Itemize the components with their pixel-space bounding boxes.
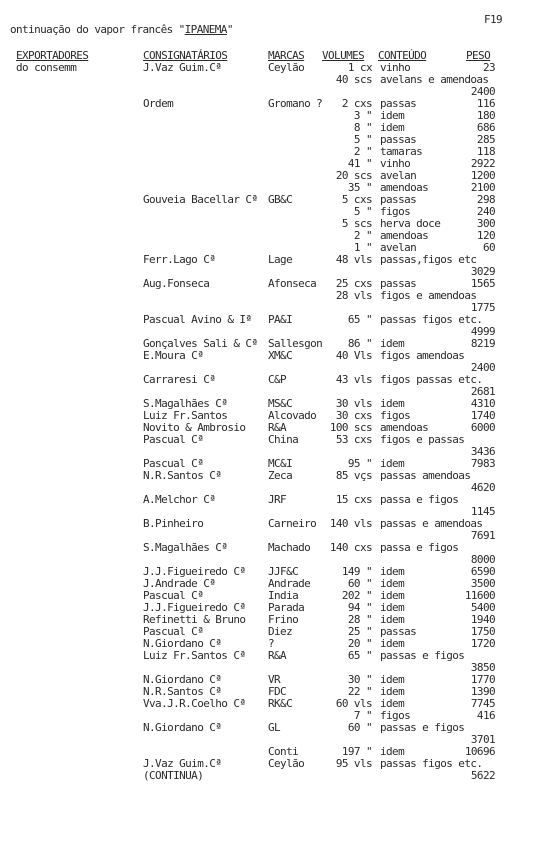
cell-peso: 1390 — [470, 685, 495, 698]
cell-vol: 5 " — [353, 205, 372, 218]
cell-cons: S.Magalhães Cª — [143, 397, 228, 410]
cell-cont: passas e figos — [380, 721, 465, 734]
cell-cons: J.Vaz Guim.Cª — [143, 61, 222, 74]
cell-vol: 25 " — [347, 625, 372, 638]
cell-cont: figos passas etc. — [380, 373, 483, 386]
cell-peso: 118 — [476, 145, 495, 158]
cell-vol: 20 " — [347, 637, 372, 650]
cell-cont: avelans e amendoas — [380, 73, 489, 86]
cell-cons: (CONTINUA) — [143, 769, 204, 782]
cell-cont: avelan — [380, 241, 417, 254]
cell-marca: PA&I — [268, 313, 293, 326]
cell-peso: 180 — [476, 109, 495, 122]
cell-vol: 2 " — [353, 229, 372, 242]
cell-vol: 5 " — [353, 133, 372, 146]
cell-cont: amendoas — [380, 229, 429, 242]
cell-marca: ? — [268, 637, 275, 650]
cell-cont: passa e figos — [380, 541, 459, 554]
cell-cont: idem — [380, 745, 405, 758]
cell-vol: 95 " — [347, 457, 372, 470]
cell-cont: idem — [380, 673, 405, 686]
cell-peso: 3701 — [470, 733, 495, 746]
cell-cons: N.Giordano Cª — [143, 673, 222, 686]
cell-marca: Lage — [268, 253, 293, 266]
cell-vol: 60 " — [347, 577, 372, 590]
cell-vol: 60 vls — [335, 697, 372, 710]
cell-peso: 1940 — [470, 613, 495, 626]
cell-cons: N.Giordano Cª — [143, 721, 222, 734]
cell-vol: 86 " — [347, 337, 372, 350]
cell-peso: 300 — [476, 217, 495, 230]
cell-peso: 8219 — [470, 337, 495, 350]
cell-vol: 2 cxs — [341, 97, 372, 110]
cell-marca: VR — [268, 673, 281, 686]
cell-cont: idem — [380, 685, 405, 698]
cell-marca: GB&C — [268, 193, 293, 206]
cell-vol: 30 " — [347, 673, 372, 686]
cell-peso: 1740 — [470, 409, 495, 422]
cell-vol: 30 vls — [335, 397, 372, 410]
cell-exp: do consemm — [16, 61, 77, 74]
cell-vol: 65 " — [347, 649, 372, 662]
cell-peso: 1145 — [470, 505, 495, 518]
cell-cons: Pascual Cª — [143, 625, 204, 638]
cell-marca: Gromano ? — [268, 97, 323, 110]
cell-vol: 94 " — [347, 601, 372, 614]
cell-peso: 3500 — [470, 577, 495, 590]
cell-cont: idem — [380, 577, 405, 590]
cell-cons: Gonçalves Sali & Cª — [143, 337, 258, 350]
cell-peso: 7745 — [470, 697, 495, 710]
cell-cons: Ordem — [143, 97, 174, 110]
cell-marca: Carneiro — [268, 517, 317, 530]
cell-cont: figos — [380, 709, 411, 722]
cell-peso: 2400 — [470, 85, 495, 98]
cell-marca: Sallesgon — [268, 337, 323, 350]
cell-cont: idem — [380, 337, 405, 350]
cell-peso: 1770 — [470, 673, 495, 686]
cell-vol: 3 " — [353, 109, 372, 122]
cell-marca: R&A — [268, 421, 287, 434]
cell-cons: Carraresi Cª — [143, 373, 216, 386]
cell-cont: figos — [380, 409, 411, 422]
cell-cont: passas — [380, 193, 417, 206]
cell-vol: 40 scs — [335, 73, 372, 86]
cell-marca: MS&C — [268, 397, 293, 410]
cell-cont: passas — [380, 625, 417, 638]
cell-vol: 15 cxs — [335, 493, 372, 506]
cell-marca: JRF — [268, 493, 287, 506]
cell-peso: 1565 — [470, 277, 495, 290]
column-header: VOLUMES — [322, 49, 365, 62]
cell-cons: E.Moura Cª — [143, 349, 204, 362]
cell-cons: A.Melchor Cª — [143, 493, 216, 506]
cell-peso: 2681 — [470, 385, 495, 398]
cell-vol: 41 " — [347, 157, 372, 170]
cell-vol: 197 " — [341, 745, 372, 758]
cell-cont: figos — [380, 205, 411, 218]
cell-cont: amendoas — [380, 181, 429, 194]
cell-marca: Machado — [268, 541, 311, 554]
cell-vol: 202 " — [341, 589, 372, 602]
cell-peso: 23 — [482, 61, 495, 74]
cell-peso: 416 — [476, 709, 495, 722]
cell-marca: JJF&C — [268, 565, 299, 578]
cell-cons: N.R.Santos Cª — [143, 685, 222, 698]
cell-marca: Conti — [268, 745, 299, 758]
cell-peso: 1775 — [470, 301, 495, 314]
cell-peso: 3436 — [470, 445, 495, 458]
cell-vol: 35 " — [347, 181, 372, 194]
cell-marca: FDC — [268, 685, 287, 698]
cell-cons: Luiz Fr.Santos — [143, 409, 228, 422]
cell-cons: N.R.Santos Cª — [143, 469, 222, 482]
cell-marca: India — [268, 589, 299, 602]
cell-peso: 4310 — [470, 397, 495, 410]
cell-peso: 5622 — [470, 769, 495, 782]
cell-cont: figos e amendoas — [380, 289, 477, 302]
cell-marca: Afonseca — [268, 277, 317, 290]
cell-cont: figos amendoas — [380, 349, 465, 362]
cell-cont: passas — [380, 133, 417, 146]
cell-cons: Aug.Fonseca — [143, 277, 210, 290]
cell-marca: Frino — [268, 613, 299, 626]
cell-cont: avelan — [380, 169, 417, 182]
cell-peso: 60 — [482, 241, 495, 254]
cell-cont: idem — [380, 121, 405, 134]
cell-cont: idem — [380, 613, 405, 626]
cell-marca: Parada — [268, 601, 305, 614]
cell-peso: 3029 — [470, 265, 495, 278]
cell-vol: 140 vls — [329, 517, 372, 530]
cell-vol: 30 cxs — [335, 409, 372, 422]
cell-peso: 2100 — [470, 181, 495, 194]
cell-vol: 7 " — [353, 709, 372, 722]
cell-peso: 6590 — [470, 565, 495, 578]
page-reference: F19 — [484, 13, 503, 26]
cell-marca: Ceylão — [268, 61, 305, 74]
cell-peso: 4999 — [470, 325, 495, 338]
cell-vol: 1 cx — [347, 61, 372, 74]
cell-cons: J.J.Figueiredo Cª — [143, 601, 246, 614]
cell-cont: figos e passas — [380, 433, 465, 446]
column-header: PESO — [466, 49, 491, 62]
cell-cons: S.Magalhães Cª — [143, 541, 228, 554]
cell-marca: GL — [268, 721, 281, 734]
cell-vol: 25 cxs — [335, 277, 372, 290]
cell-vol: 5 cxs — [341, 193, 372, 206]
cell-vol: 43 vls — [335, 373, 372, 386]
cell-vol: 28 " — [347, 613, 372, 626]
cell-peso: 5400 — [470, 601, 495, 614]
cell-peso: 686 — [476, 121, 495, 134]
column-header: CONTEÚDO — [378, 49, 427, 62]
cell-cont: passas figos etc. — [380, 757, 483, 770]
cell-cont: passas figos etc. — [380, 313, 483, 326]
cell-vol: 95 vls — [335, 757, 372, 770]
cell-peso: 6000 — [470, 421, 495, 434]
cell-vol: 53 cxs — [335, 433, 372, 446]
cell-cont: idem — [380, 565, 405, 578]
cell-peso: 120 — [476, 229, 495, 242]
cell-vol: 40 Vls — [335, 349, 372, 362]
cell-peso: 240 — [476, 205, 495, 218]
cell-cons: Novito & Ambrosio — [143, 421, 246, 434]
cell-peso: 7691 — [470, 529, 495, 542]
cell-peso: 1720 — [470, 637, 495, 650]
cell-vol: 140 cxs — [329, 541, 372, 554]
cell-cons: Gouveia Bacellar Cª — [143, 193, 258, 206]
cell-cons: Refinetti & Bruno — [143, 613, 246, 626]
cell-cont: idem — [380, 589, 405, 602]
cell-peso: 2400 — [470, 361, 495, 374]
cell-peso: 1200 — [470, 169, 495, 182]
cell-marca: RK&C — [268, 697, 293, 710]
cell-cont: passas e amendoas — [380, 517, 483, 530]
cell-vol: 28 vls — [335, 289, 372, 302]
cell-cons: J.Andrade Cª — [143, 577, 216, 590]
cell-cont: idem — [380, 697, 405, 710]
cell-peso: 3850 — [470, 661, 495, 674]
cell-cons: Pascual Cª — [143, 589, 204, 602]
cell-peso: 285 — [476, 133, 495, 146]
cell-cont: passas — [380, 277, 417, 290]
cell-cons: N.Giordano Cª — [143, 637, 222, 650]
cell-peso: 11600 — [464, 589, 495, 602]
document-title: ontinuação do vapor francês "IPANEMA" — [10, 23, 233, 36]
cell-marca: China — [268, 433, 299, 446]
cell-cons: Pascual Avino & Iª — [143, 313, 252, 326]
cell-peso: 2922 — [470, 157, 495, 170]
cell-vol: 48 vls — [335, 253, 372, 266]
column-header: EXPORTADORES — [16, 49, 89, 62]
cell-marca: Diez — [268, 625, 293, 638]
cell-marca: R&A — [268, 649, 287, 662]
cell-cont: vinho — [380, 157, 411, 170]
cell-marca: Alcovado — [268, 409, 317, 422]
cell-marca: MC&I — [268, 457, 293, 470]
cell-vol: 149 " — [341, 565, 372, 578]
cell-cont: amendoas — [380, 421, 429, 434]
cell-vol: 2 " — [353, 145, 372, 158]
cell-peso: 4620 — [470, 481, 495, 494]
cell-cons: J.J.Figueiredo Cª — [143, 565, 246, 578]
cell-vol: 65 " — [347, 313, 372, 326]
cell-peso: 7983 — [470, 457, 495, 470]
cell-cont: passas amendoas — [380, 469, 471, 482]
cell-peso: 8000 — [470, 553, 495, 566]
cell-cons: Luiz Fr.Santos Cª — [143, 649, 246, 662]
cell-marca: XM&C — [268, 349, 293, 362]
cell-marca: Andrade — [268, 577, 311, 590]
cell-cont: idem — [380, 109, 405, 122]
cell-vol: 5 scs — [341, 217, 372, 230]
cell-vol: 8 " — [353, 121, 372, 134]
column-header: CONSIGNATÁRIOS — [143, 49, 228, 62]
cell-cont: idem — [380, 397, 405, 410]
cell-cont: passa e figos — [380, 493, 459, 506]
cell-vol: 22 " — [347, 685, 372, 698]
cell-cont: passas e figos — [380, 649, 465, 662]
cell-marca: Zeca — [268, 469, 293, 482]
cell-cont: idem — [380, 457, 405, 470]
cell-vol: 100 scs — [329, 421, 372, 434]
cell-cont: idem — [380, 601, 405, 614]
cell-cont: passas,figos etc — [380, 253, 477, 266]
cell-cont: vinho — [380, 61, 411, 74]
cell-cons: J.Vaz Guim.Cª — [143, 757, 222, 770]
cell-cont: idem — [380, 637, 405, 650]
cell-peso: 1750 — [470, 625, 495, 638]
cell-cons: Ferr.Lago Cª — [143, 253, 216, 266]
cell-peso: 10696 — [464, 745, 495, 758]
cell-peso: 116 — [476, 97, 495, 110]
cell-cons: Pascual Cª — [143, 457, 204, 470]
cell-vol: 1 " — [353, 241, 372, 254]
column-header: MARCAS — [268, 49, 305, 62]
cell-vol: 20 scs — [335, 169, 372, 182]
cell-vol: 60 " — [347, 721, 372, 734]
cell-cont: herva doce — [380, 217, 441, 230]
cell-marca: Ceylão — [268, 757, 305, 770]
cell-cons: Pascual Cª — [143, 433, 204, 446]
cell-cons: B.Pinheiro — [143, 517, 204, 530]
cell-cont: passas — [380, 97, 417, 110]
cell-marca: C&P — [268, 373, 287, 386]
cell-peso: 298 — [476, 193, 495, 206]
cell-vol: 85 vçs — [335, 469, 372, 482]
cell-cont: tamaras — [380, 145, 423, 158]
cell-cons: Vva.J.R.Coelho Cª — [143, 697, 246, 710]
